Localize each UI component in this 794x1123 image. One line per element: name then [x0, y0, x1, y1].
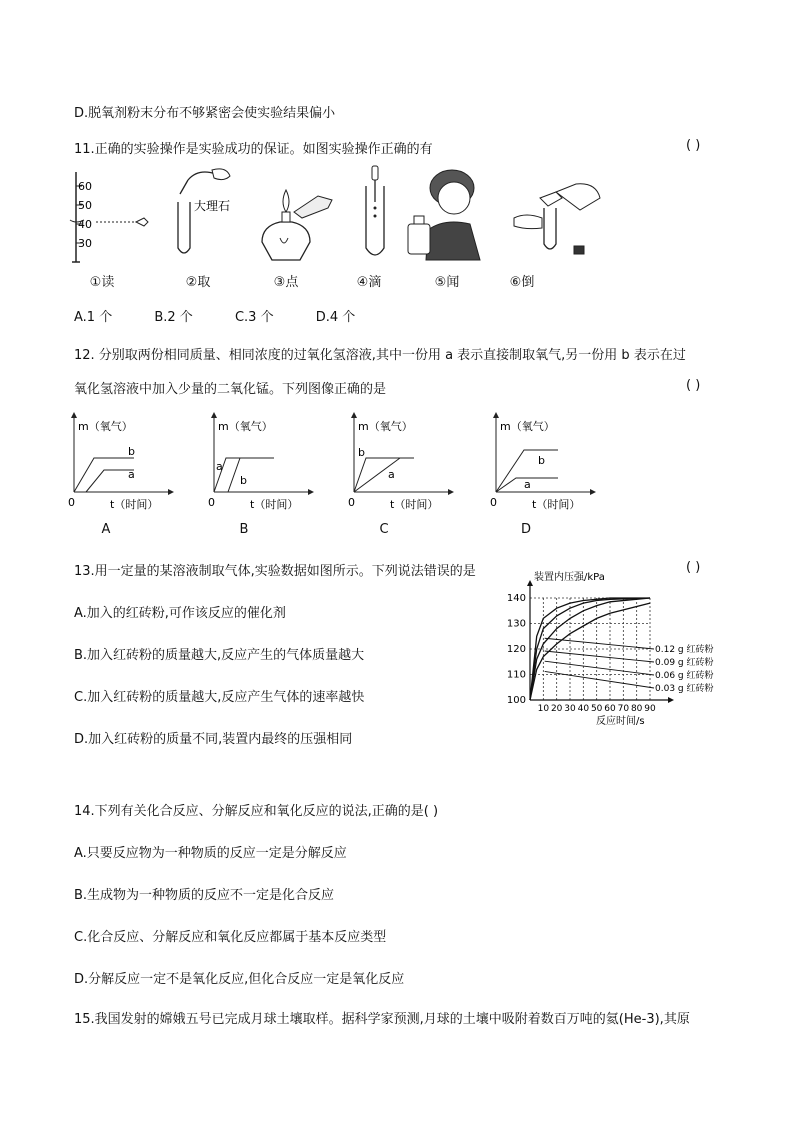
- flame-icon: [283, 190, 289, 212]
- q12-graph-b: [204, 412, 314, 512]
- q14-option-b[interactable]: B.生成物为一种物质的反应不一定是化合反应: [74, 888, 335, 903]
- chart-y-tick: 110: [506, 669, 526, 681]
- svg-text:t（时间）: t（时间）: [250, 498, 299, 511]
- q13-option-d[interactable]: D.加入红砖粉的质量不同,装置内最终的压强相同: [74, 732, 353, 747]
- svg-text:t（时间）: t（时间）: [532, 498, 581, 511]
- chart-x-tick: 20: [550, 704, 563, 714]
- marble-label: 大理石: [194, 199, 231, 213]
- q10-option-d: D.脱氧剂粉末分布不够紧密会使实验结果偏小: [74, 106, 336, 121]
- svg-text:b: b: [240, 474, 247, 487]
- chart-y-tick: 140: [506, 593, 526, 604]
- q13-option-c[interactable]: C.加入红砖粉的质量越大,反应产生气体的速率越快: [74, 690, 365, 705]
- svg-text:0: 0: [68, 496, 75, 509]
- q12-label-b: B: [239, 522, 249, 537]
- q11-caption-2: ②取: [185, 275, 211, 290]
- chart-y-tick: 130: [506, 618, 526, 630]
- q11-caption-5: ⑤闻: [434, 275, 460, 290]
- q11-caption-4: ④滴: [356, 275, 382, 290]
- q11-stem: 11.正确的实验操作是实验成功的保证。如图实验操作正确的有: [74, 142, 433, 157]
- chart-leader-line: [545, 661, 654, 675]
- svg-text:b: b: [358, 446, 365, 459]
- q13-option-a[interactable]: A.加入的红砖粉,可作该反应的催化剂: [74, 606, 286, 621]
- chart-x-tick: 60: [604, 704, 616, 714]
- svg-text:t（时间）: t（时间）: [110, 498, 159, 511]
- q12-label-a: A: [101, 522, 111, 537]
- svg-text:b: b: [538, 454, 545, 467]
- chart-y-tick: 100: [506, 695, 526, 706]
- svg-text:a: a: [216, 460, 223, 473]
- q15-stem: 15.我国发射的嫦娥五号已完成月球土壤取样。据科学家预测,月球的土壤中吸附着数百万吨的氦(He-3),其原: [74, 1012, 690, 1027]
- chart-legend-label: 0.12 g 红砖粉: [655, 645, 714, 655]
- q12-graph-d: [486, 412, 596, 512]
- chart-x-tick: 70: [617, 704, 630, 714]
- cylinder-tick: 30: [78, 237, 92, 250]
- svg-text:0: 0: [208, 496, 215, 509]
- q11-caption-6: ⑥倒: [509, 275, 535, 290]
- chart-x-tick: 30: [564, 704, 576, 714]
- q11-img-pour: [506, 178, 606, 262]
- chart-legend-label: 0.06 g 红砖粉: [655, 671, 714, 681]
- chart-x-arrow: [668, 697, 674, 703]
- svg-text:m（氧气）: m（氧气）: [358, 420, 413, 433]
- chart-ylabel: 装置内压强/kPa: [534, 572, 605, 583]
- q13-answer-paren: ( ): [686, 560, 701, 575]
- chart-x-tick: 90: [644, 704, 656, 714]
- q12-stem-line2: 氧化氢溶液中加入少量的二氧化锰。下列图像正确的是: [74, 382, 387, 397]
- q12-graph-c: [344, 412, 454, 512]
- svg-text:m（氧气）: m（氧气）: [78, 420, 133, 433]
- svg-text:m（氧气）: m（氧气）: [500, 420, 555, 433]
- eye-icon: [136, 218, 148, 226]
- q11-options: [74, 306, 393, 325]
- q11-img-take-marble: [168, 164, 248, 264]
- svg-text:t（时间）: t（时间）: [390, 498, 439, 511]
- q14-option-d[interactable]: D.分解反应一定不是氧化反应,但化合反应一定是氧化反应: [74, 972, 405, 987]
- q11-option-b[interactable]: B.2 个: [154, 310, 193, 325]
- chart-series-line: [530, 603, 650, 700]
- q11-img-light-lamp: [258, 182, 338, 264]
- q11-caption-3: ③点: [273, 275, 299, 290]
- q13-stem: 13.用一定量的某溶液制取气体,实验数据如图所示。下列说法错误的是: [74, 564, 476, 579]
- q11-img-read-cylinder: [66, 168, 156, 268]
- svg-text:b: b: [128, 445, 135, 458]
- q13-option-b[interactable]: B.加入红砖粉的质量越大,反应产生的气体质量越大: [74, 648, 365, 663]
- svg-text:m（氧气）: m（氧气）: [218, 420, 273, 433]
- q11-option-d[interactable]: D.4 个: [315, 310, 356, 325]
- q12-answer-paren: ( ): [686, 378, 701, 393]
- chart-leader-line: [545, 671, 654, 688]
- chart-legend-label: 0.09 g 红砖粉: [655, 658, 714, 668]
- chart-x-tick: 80: [630, 704, 643, 714]
- chart-leader-line: [545, 651, 654, 662]
- q11-caption-1: ①读: [89, 275, 115, 290]
- q12-label-c: C: [379, 522, 389, 537]
- q14-option-a[interactable]: A.只要反应物为一种物质的反应一定是分解反应: [74, 846, 347, 861]
- chart-y-arrow: [527, 580, 533, 586]
- chart-y-tick: 120: [506, 644, 526, 655]
- chart-legend-label: 0.03 g 红砖粉: [655, 684, 714, 694]
- cylinder-tick: 60: [78, 180, 92, 193]
- q11-img-smell: [404, 168, 484, 260]
- q13-pressure-chart: [500, 568, 714, 730]
- chart-x-tick: 40: [577, 704, 590, 714]
- svg-text:0: 0: [490, 496, 497, 509]
- q11-answer-paren: ( ): [686, 138, 701, 153]
- cylinder-tick: 50: [78, 199, 92, 212]
- q14-option-c[interactable]: C.化合反应、分解反应和氧化反应都属于基本反应类型: [74, 930, 387, 945]
- svg-text:0: 0: [348, 496, 355, 509]
- chart-x-tick: 10: [537, 704, 550, 714]
- q14-stem: 14.下列有关化合反应、分解反应和氧化反应的说法,正确的是( ): [74, 804, 439, 819]
- q11-img-dropper: [356, 166, 396, 266]
- q12-stem-line1: 12. 分别取两份相同质量、相同浓度的过氧化氢溶液,其中一份用 a 表示直接制取氧气,另一份用 b 表示在过: [74, 348, 686, 363]
- q11-option-c[interactable]: C.3 个: [234, 310, 274, 325]
- svg-text:a: a: [128, 468, 135, 481]
- q11-option-a[interactable]: A.1 个: [74, 310, 113, 325]
- series-b: [74, 458, 134, 492]
- q12-label-d: D: [520, 522, 531, 537]
- chart-xlabel: 反应时间/s: [596, 716, 645, 727]
- svg-text:a: a: [524, 478, 531, 491]
- q12-graph-a: [64, 412, 174, 512]
- series-a: [86, 470, 134, 492]
- chart-x-tick: 50: [590, 704, 603, 714]
- svg-text:a: a: [388, 468, 395, 481]
- cylinder-tick: 40: [78, 218, 92, 231]
